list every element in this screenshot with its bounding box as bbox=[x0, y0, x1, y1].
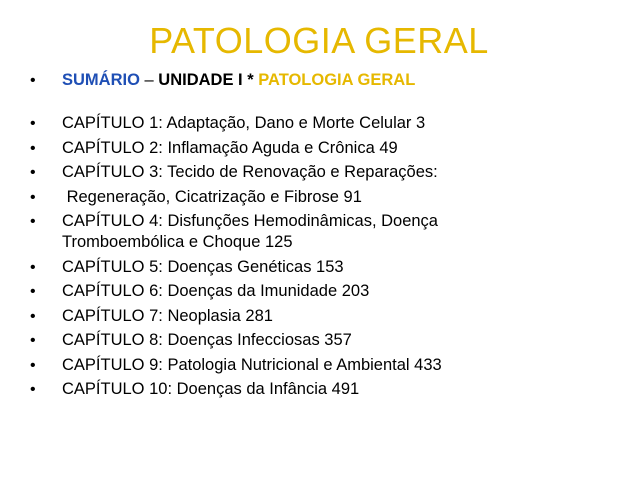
slide-title: PATOLOGIA GERAL bbox=[149, 20, 489, 61]
list-item bbox=[30, 138, 620, 159]
list-item bbox=[30, 306, 620, 327]
bullet-icon: • bbox=[30, 139, 36, 157]
list-item bbox=[30, 257, 620, 278]
list-item bbox=[30, 211, 620, 253]
summary-tail: PATOLOGIA GERAL bbox=[258, 71, 416, 89]
bullet-icon: • bbox=[30, 188, 36, 206]
chapter-text: CAPÍTULO 4: Disfunções Hemodinâmicas, Doença Tromboembólica e Choque 125 bbox=[62, 212, 438, 251]
chapter-text: Regeneração, Cicatrização e Fibrose 91 bbox=[62, 187, 362, 206]
chapter-text: CAPÍTULO 8: Doenças Infecciosas 357 bbox=[62, 331, 352, 349]
chapter-text: CAPÍTULO 3: Tecido de Renovação e Reparações: bbox=[62, 163, 438, 181]
bullet-icon: • bbox=[30, 381, 36, 398]
chapter-text: CAPÍTULO 1: Adaptação, Dano e Morte Celular 3 bbox=[62, 114, 426, 132]
chapter-text: CAPÍTULO 6: Doenças da Imunidade 203 bbox=[62, 282, 370, 300]
chapter-text: CAPÍTULO 10: Doenças da Infância 491 bbox=[62, 380, 360, 398]
bullet-icon: • bbox=[30, 356, 36, 374]
bullet-icon: • bbox=[30, 258, 36, 276]
list-item bbox=[30, 113, 620, 134]
list-item bbox=[30, 379, 620, 400]
chapter-text: CAPÍTULO 9: Patologia Nutricional e Ambiental 433 bbox=[62, 355, 442, 374]
bullet-icon: • bbox=[30, 164, 36, 181]
summary-item bbox=[30, 70, 620, 91]
bullet-icon: • bbox=[30, 283, 36, 300]
list-item bbox=[30, 330, 620, 351]
chapter-text: CAPÍTULO 5: Doenças Genéticas 153 bbox=[62, 257, 344, 276]
bullet-list bbox=[30, 70, 620, 404]
bullet-icon: • bbox=[30, 307, 36, 325]
list-item bbox=[30, 281, 620, 302]
bullet-icon: • bbox=[30, 115, 36, 132]
list-item bbox=[30, 162, 620, 183]
list-item bbox=[30, 355, 620, 376]
summary-unit: UNIDADE I bbox=[158, 71, 243, 89]
bullet-icon: • bbox=[30, 72, 36, 89]
summary-separator: – bbox=[139, 71, 159, 89]
list-item bbox=[30, 187, 620, 208]
chapter-text: CAPÍTULO 2: Inflamação Aguda e Crônica 49 bbox=[62, 138, 398, 157]
bullet-icon: • bbox=[30, 332, 36, 349]
bullet-icon: • bbox=[30, 213, 36, 230]
summary-label: SUMÁRIO bbox=[62, 71, 140, 89]
chapter-text: CAPÍTULO 7: Neoplasia 281 bbox=[62, 306, 273, 325]
summary-star: * bbox=[242, 71, 259, 89]
